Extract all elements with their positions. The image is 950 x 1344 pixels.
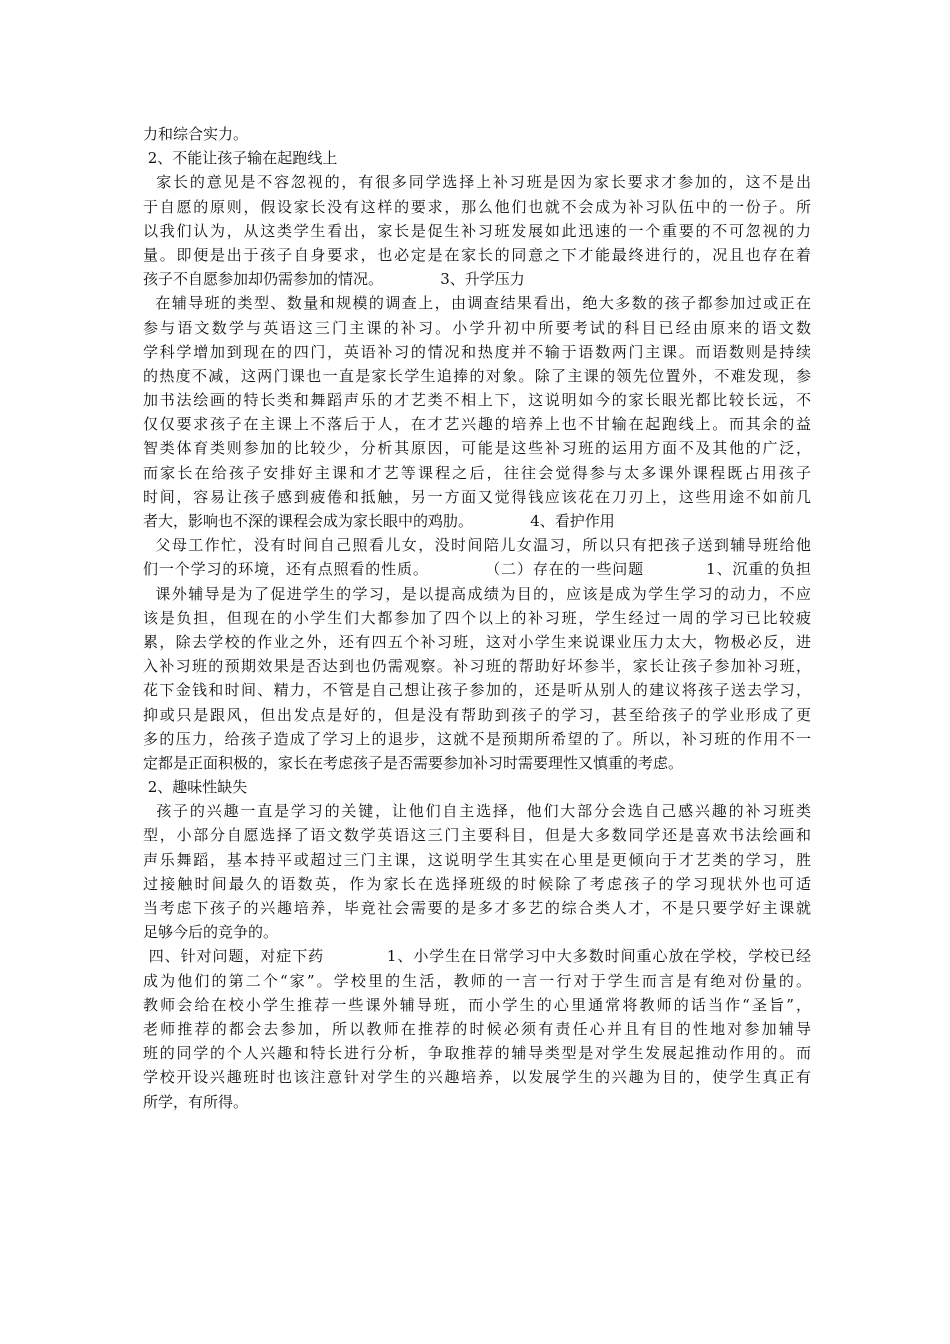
text-line: 2、不能让孩子输在起跑线上 — [143, 149, 338, 168]
text-line: 在辅导班的类型、数量和规模的调查上，由调查结果看出，绝大多数的孩子都参加过或正在 — [143, 294, 811, 313]
text-line: 参与语文数学与英语这三门主课的补习。小学升初中所要考试的科目已经由原来的语文数 — [143, 318, 811, 337]
body-text — [143, 122, 811, 1114]
text-line: 仅仅要求孩子在主课上不落后于人，在才艺兴趣的培养上也不甘输在起跑线上。而其余的益 — [143, 415, 811, 434]
text-line: 而家长在给孩子安排好主课和才艺等课程之后，往往会觉得参与太多课外课程既占用孩子 — [143, 463, 811, 482]
text-line: 们一个学习的环境，还有点照看的性质。 （二）存在的一些问题 1、沉重的负担 — [143, 560, 811, 579]
text-line: 量。即便是出于孩子自身要求，也必定是在家长的同意之下才能最终进行的，况且也存在着 — [143, 245, 811, 264]
text-line: 学科学增加到现在的四门，英语补习的情况和热度并不输于语数两门主课。而语数则是持续 — [143, 342, 811, 361]
text-line: 于自愿的原则，假设家长没有这样的要求，那么他们也就不会成为补习队伍中的一份子。所 — [143, 197, 811, 216]
text-line: 过接触时间最久的语数英，作为家长在选择班级的时候除了考虑孩子的学习现状外也可适 — [143, 874, 811, 893]
text-line: 学校开设兴趣班时也该注意针对学生的兴趣培养，以发展学生的兴趣为目的，使学生真正有 — [143, 1068, 811, 1087]
text-line: 多的压力，给孩子造成了学习上的退步，这就不是预期所希望的了。所以，补习班的作用不一 — [143, 729, 811, 748]
text-line: 足够今后的竞争的。 — [143, 923, 279, 942]
text-line: 声乐舞蹈，基本持平或超过三门主课，这说明学生其实在心里是更倾向于才艺类的学习，胜 — [143, 850, 811, 869]
text-line: 孩子的兴趣一直是学习的关键，让他们自主选择，他们大部分会选自己感兴趣的补习班类 — [143, 802, 811, 821]
text-line: 课外辅导是为了促进学生的学习，是以提高成绩为目的，应该是成为学生学习的动力，不应 — [143, 584, 811, 603]
text-line: 2、趣味性缺失 — [143, 778, 248, 797]
text-line: 以我们认为，从这类学生看出，家长是促生补习班发展如此迅速的一个重要的不可忽视的力 — [143, 221, 811, 240]
text-line: 四、针对问题，对症下药 1、小学生在日常学习中大多数时间重心放在学校，学校已经 — [143, 947, 811, 966]
text-line: 成为他们的第二个“家”。学校里的生活，教师的一言一行对于学生而言是有绝对份量的。 — [143, 971, 811, 990]
text-line: 孩子不自愿参加却仍需参加的情况。 3、升学压力 — [143, 270, 525, 289]
text-line: 该是负担，但现在的小学生们大都参加了四个以上的补习班，学生经过一周的学习已比较疲 — [143, 608, 811, 627]
text-line: 抑或只是跟风，但出发点是好的，但是没有帮助到孩子的学习，甚至给孩子的学业形成了更 — [143, 705, 811, 724]
text-line: 老师推荐的都会去参加，所以教师在推荐的时候必须有责任心并且有目的性地对参加辅导 — [143, 1019, 811, 1038]
text-line: 型，小部分自愿选择了语文数学英语这三门主要科目，但是大多数同学还是喜欢书法绘画和 — [143, 826, 811, 845]
text-line: 的热度不减，这两门课也一直是家长学生追捧的对象。除了主课的领先位置外，不难发现，参 — [143, 366, 811, 385]
text-line: 家长的意见是不容忽视的，有很多同学选择上补习班是因为家长要求才参加的，这不是出 — [143, 173, 811, 192]
text-line: 当考虑下孩子的兴趣培养，毕竟社会需要的是多才多艺的综合类人才，不是只要学好主课就 — [143, 899, 811, 917]
text-line: 父母工作忙，没有时间自己照看儿女，没时间陪儿女温习，所以只有把孩子送到辅导班给他 — [143, 536, 811, 555]
text-line: 所学，有所得。 — [143, 1092, 249, 1111]
text-line: 班的同学的个人兴趣和特长进行分析，争取推荐的辅导类型是对学生发展起推动作用的。而 — [143, 1044, 811, 1063]
text-line: 加书法绘画的特长类和舞蹈声乐的才艺类不相上下，这说明如今的家长眼光都比较长远，不 — [143, 391, 811, 410]
text-line: 入补习班的预期效果是否达到也仍需观察。补习班的帮助好坏参半，家长让孩子参加补习班， — [143, 657, 811, 676]
text-line: 花下金钱和时间、精力，不管是自己想让孩子参加的，还是听从别人的建议将孩子送去学习， — [143, 681, 811, 700]
text-line: 智类体育类则参加的比较少，分析其原因，可能是这些补习班的运用方面不及其他的广泛， — [143, 439, 811, 458]
text-line: 教师会给在校小学生推荐一些课外辅导班，而小学生的心里通常将教师的话当作“圣旨”， — [143, 995, 811, 1014]
text-line: 力和综合实力。 — [143, 125, 249, 143]
text-line: 累，除去学校的作业之外，还有四五个补习班，这对小学生来说课业压力太大，物极必反，进 — [143, 632, 811, 651]
text-line: 时间，容易让孩子感到疲倦和抵触，另一方面又觉得钱应该花在刀刃上，这些用途不如前几 — [143, 487, 811, 506]
text-line: 者大，影响也不深的课程会成为家长眼中的鸡肋。 4、看护作用 — [143, 512, 615, 530]
text-line: 定都是正面积极的，家长在考虑孩子是否需要参加补习时需要理性又慎重的考虑。 — [143, 753, 684, 772]
